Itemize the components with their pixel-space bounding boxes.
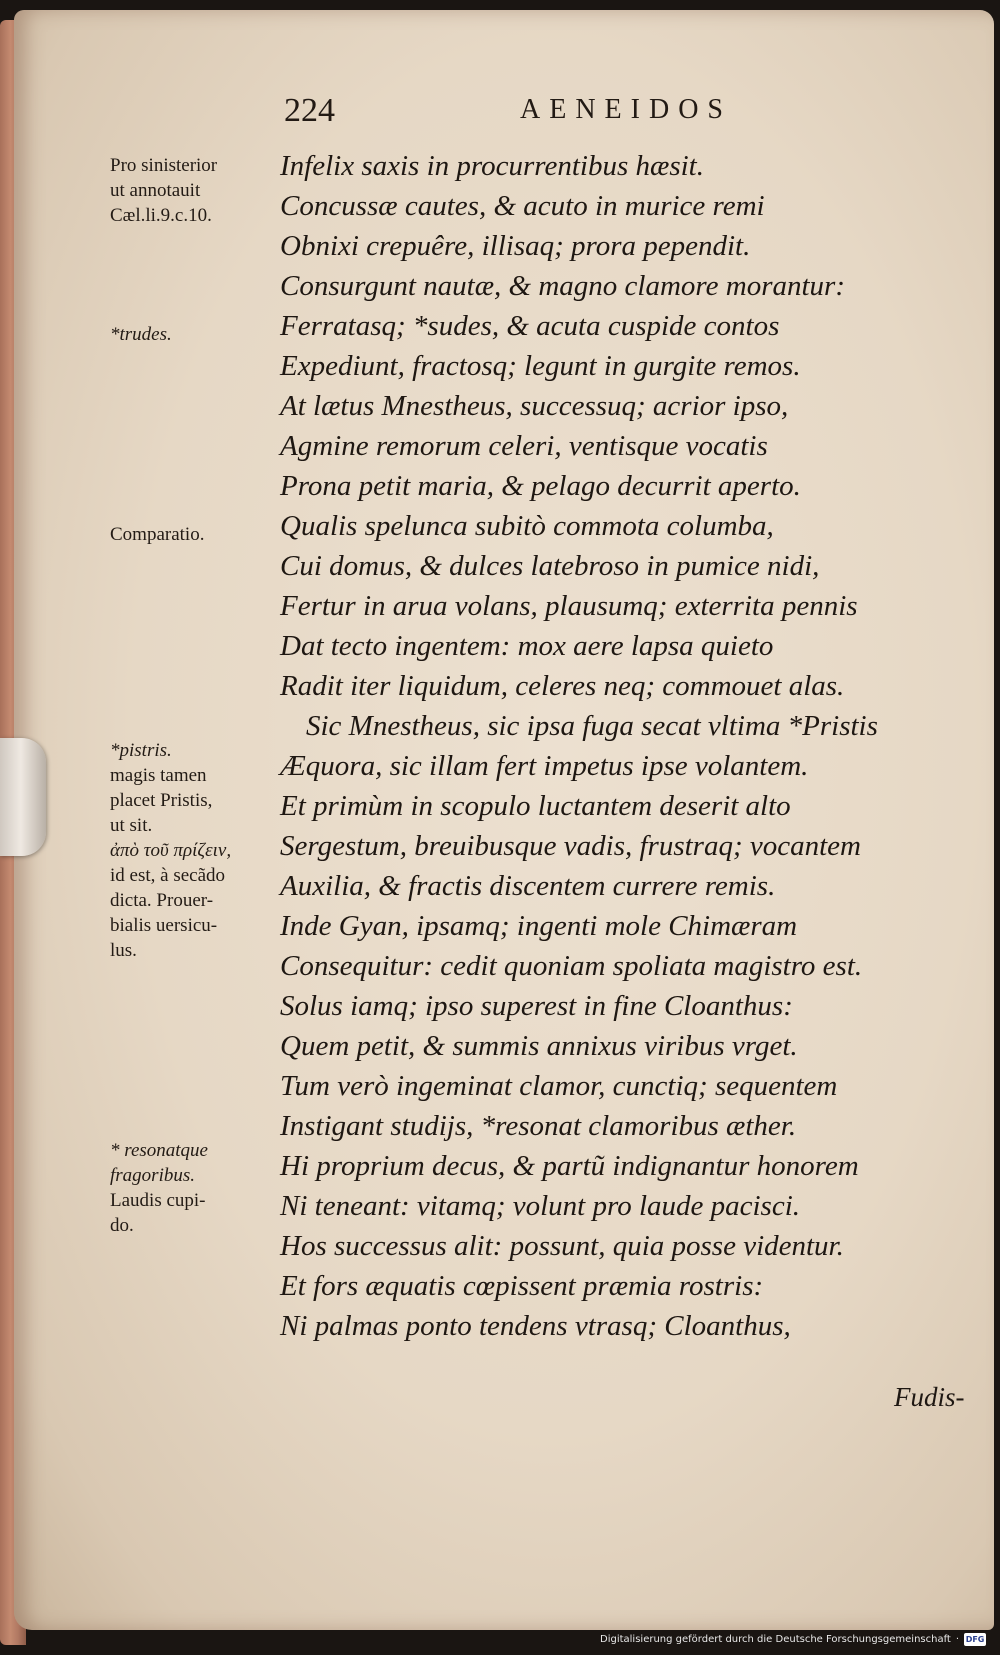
page-number: 224 — [284, 92, 335, 129]
footer-dot: · — [955, 1633, 960, 1645]
verse-line: Quem petit, & summis annixus viribus vrget. — [280, 1030, 798, 1062]
note-line: ἀπὸ τοῦ πρίζειν, — [110, 840, 232, 861]
verse-line: Agmine remorum celeri, ventisque vocatis — [280, 430, 768, 462]
verse-line: Solus iamq; ipso superest in fine Cloanthus: — [280, 990, 793, 1022]
note-line: Laudis cupi- — [110, 1190, 206, 1211]
note-line: placet Pristis, — [110, 790, 213, 811]
note-line: ut annotauit — [110, 180, 201, 201]
note-line: id est, à secãdo — [110, 865, 226, 886]
verse-line: Obnixi crepuêre, illisaq; prora pependit. — [280, 230, 751, 262]
verse-line: Dat tecto ingentem: mox aere lapsa quieto — [280, 630, 774, 662]
verse-line: Infelix saxis in procurrentibus hæsit. — [280, 150, 704, 182]
verse-line: Ni palmas ponto tendens vtrasq; Cloanthus, — [280, 1310, 791, 1342]
marginal-note — [110, 153, 280, 228]
verse-line: Hi proprium decus, & partũ indignantur honorem — [280, 1150, 859, 1182]
marginal-note — [110, 1138, 280, 1238]
book-page — [14, 10, 994, 1630]
note-line: do. — [110, 1215, 134, 1236]
digitization-footer — [600, 1629, 986, 1649]
note-line: Pro sinisterior — [110, 155, 218, 176]
verse-line: Ni teneant: vitamq; volunt pro laude pacisci. — [280, 1190, 801, 1222]
verse-line: Consequitur: cedit quoniam spoliata magistro est. — [280, 950, 863, 982]
verse-block — [280, 146, 992, 1346]
verse-line: Et fors æquatis cœpissent præmia rostris: — [280, 1270, 764, 1302]
verse-line: Ferratasq; *sudes, & acuta cuspide contos — [280, 310, 780, 342]
note-line: lus. — [110, 940, 137, 961]
verse-line: Concussæ cautes, & acuto in murice remi — [280, 190, 765, 222]
verse-line: Inde Gyan, ipsamq; ingenti mole Chimæram — [280, 910, 798, 942]
dfg-logo-text: DFG — [965, 1634, 985, 1644]
marginal-note — [110, 738, 280, 963]
note-line: Cæl.li.9.c.10. — [110, 205, 212, 226]
marginal-note — [110, 522, 280, 547]
verse-line: Radit iter liquidum, celeres neq; commouet alas. — [280, 670, 845, 702]
note-line: Comparatio. — [110, 524, 205, 545]
note-line: * resonatque — [110, 1140, 208, 1161]
note-line: fragoribus. — [110, 1165, 195, 1186]
verse-line: Fertur in arua volans, plausumq; exterrita pennis — [280, 590, 858, 622]
funding-credit: Digitalisierung gefördert durch die Deutsche Forschungsgemeinschaft — [600, 1633, 951, 1645]
verse-line: Qualis spelunca subitò commota columba, — [280, 510, 774, 542]
verse-line: Et primùm in scopulo luctantem deserit alto — [280, 790, 791, 822]
verse-line: Consurgunt nautæ, & magno clamore morantur: — [280, 270, 845, 302]
running-head-title: AENEIDOS — [520, 94, 732, 125]
running-head — [284, 92, 804, 132]
note-line: magis tamen — [110, 765, 207, 786]
verse-line: Cui domus, & dulces latebroso in pumice nidi, — [280, 550, 820, 582]
note-line: ut sit. — [110, 815, 153, 836]
verse-line: Hos successus alit: possunt, quia posse videntur. — [280, 1230, 844, 1262]
verse-line: Tum verò ingeminat clamor, cunctiq; sequentem — [280, 1070, 838, 1102]
verse-line: Instigant studijs, *resonat clamoribus æther. — [280, 1110, 797, 1142]
catchword: Fudis- — [894, 1382, 965, 1412]
page-clip — [0, 738, 46, 856]
note-line: *pistris. — [110, 740, 172, 761]
note-line: *trudes. — [110, 324, 172, 345]
verse-line: Prona petit maria, & pelago decurrit aperto. — [280, 470, 801, 502]
verse-line: Expediunt, fractosq; legunt in gurgite remos. — [280, 350, 801, 382]
marginal-note — [110, 322, 280, 347]
note-line: bialis uersicu- — [110, 915, 218, 936]
verse-line: Sergestum, breuibusque vadis, frustraq; vocantem — [280, 830, 861, 862]
dfg-logo-icon — [964, 1633, 986, 1646]
verse-line: Auxilia, & fractis discentem currere remis. — [280, 870, 776, 902]
verse-line: At lætus Mnestheus, successuq; acrior ipso, — [280, 390, 789, 422]
note-line: dicta. Prouer- — [110, 890, 214, 911]
verse-line: Æquora, sic illam fert impetus ipse volantem. — [280, 750, 809, 782]
verse-line: Sic Mnestheus, sic ipsa fuga secat vltima *Pristis — [306, 710, 878, 742]
